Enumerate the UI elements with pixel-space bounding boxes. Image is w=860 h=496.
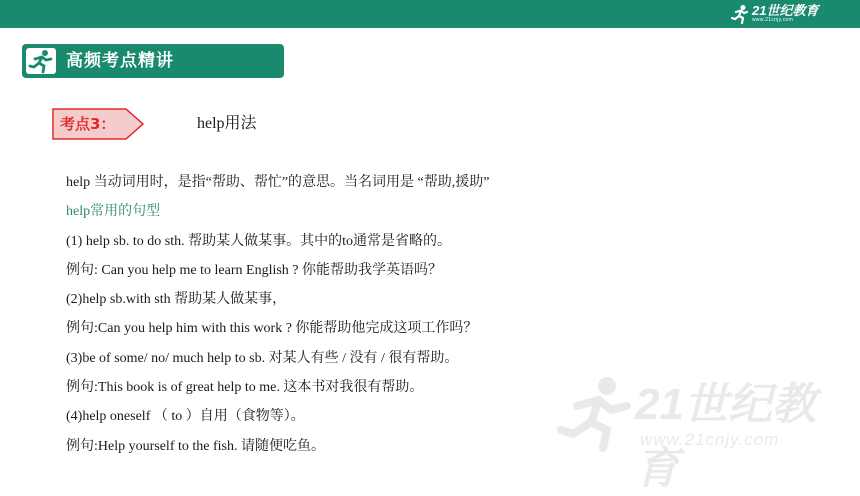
text-line: (3)be of some/ no/ much help to sb. 对某人有些 / 没有 / 很有帮助。 (66, 350, 459, 366)
example-line: 例句:Can you help him with this work ? 你能帮助他完成这项工作吗？ (66, 321, 478, 337)
kaodian-badge (52, 108, 144, 140)
watermark (555, 368, 855, 493)
brand-url: www.21cnjy.com (752, 17, 794, 23)
section-title: 高频考点精讲 (66, 51, 174, 71)
text-line: (2)help sb.with sth 帮助某人做某事， (66, 292, 287, 308)
brand-logo (730, 4, 842, 24)
watermark-url: www.21cnjy.com (640, 430, 780, 449)
text-line: (4)help oneself （ to ）自用（食物等）。 (66, 409, 305, 425)
subheading: help常用的句型 (66, 204, 161, 220)
example-line: 例句:Help yourself to the fish. 请随便吃鱼。 (66, 438, 325, 454)
runner-icon (555, 372, 635, 452)
example-line: 例句:This book is of great help to me. 这本书对我很有帮助。 (66, 380, 424, 396)
text-line: (1) help sb. to do sth. 帮助某人做某事。其中的to通常是省略的。 (66, 233, 451, 249)
example-line: 例句: Can you help me to learn English ? 你能帮助我学英语吗？ (66, 262, 443, 278)
kaodian-title: help用法 (197, 115, 257, 132)
text-line: help 当动词用时，是指“帮助、帮忙”的意思。当名词用是 “帮助,援助” (66, 175, 490, 190)
top-bar (0, 0, 860, 28)
section-header (22, 44, 284, 78)
runner-icon (730, 4, 750, 24)
watermark-brand: 21世纪教育 (635, 380, 816, 493)
runner-icon (26, 48, 56, 74)
brand-name: 21世纪教育 (752, 3, 819, 18)
kaodian-label: 考点3： (60, 115, 116, 133)
